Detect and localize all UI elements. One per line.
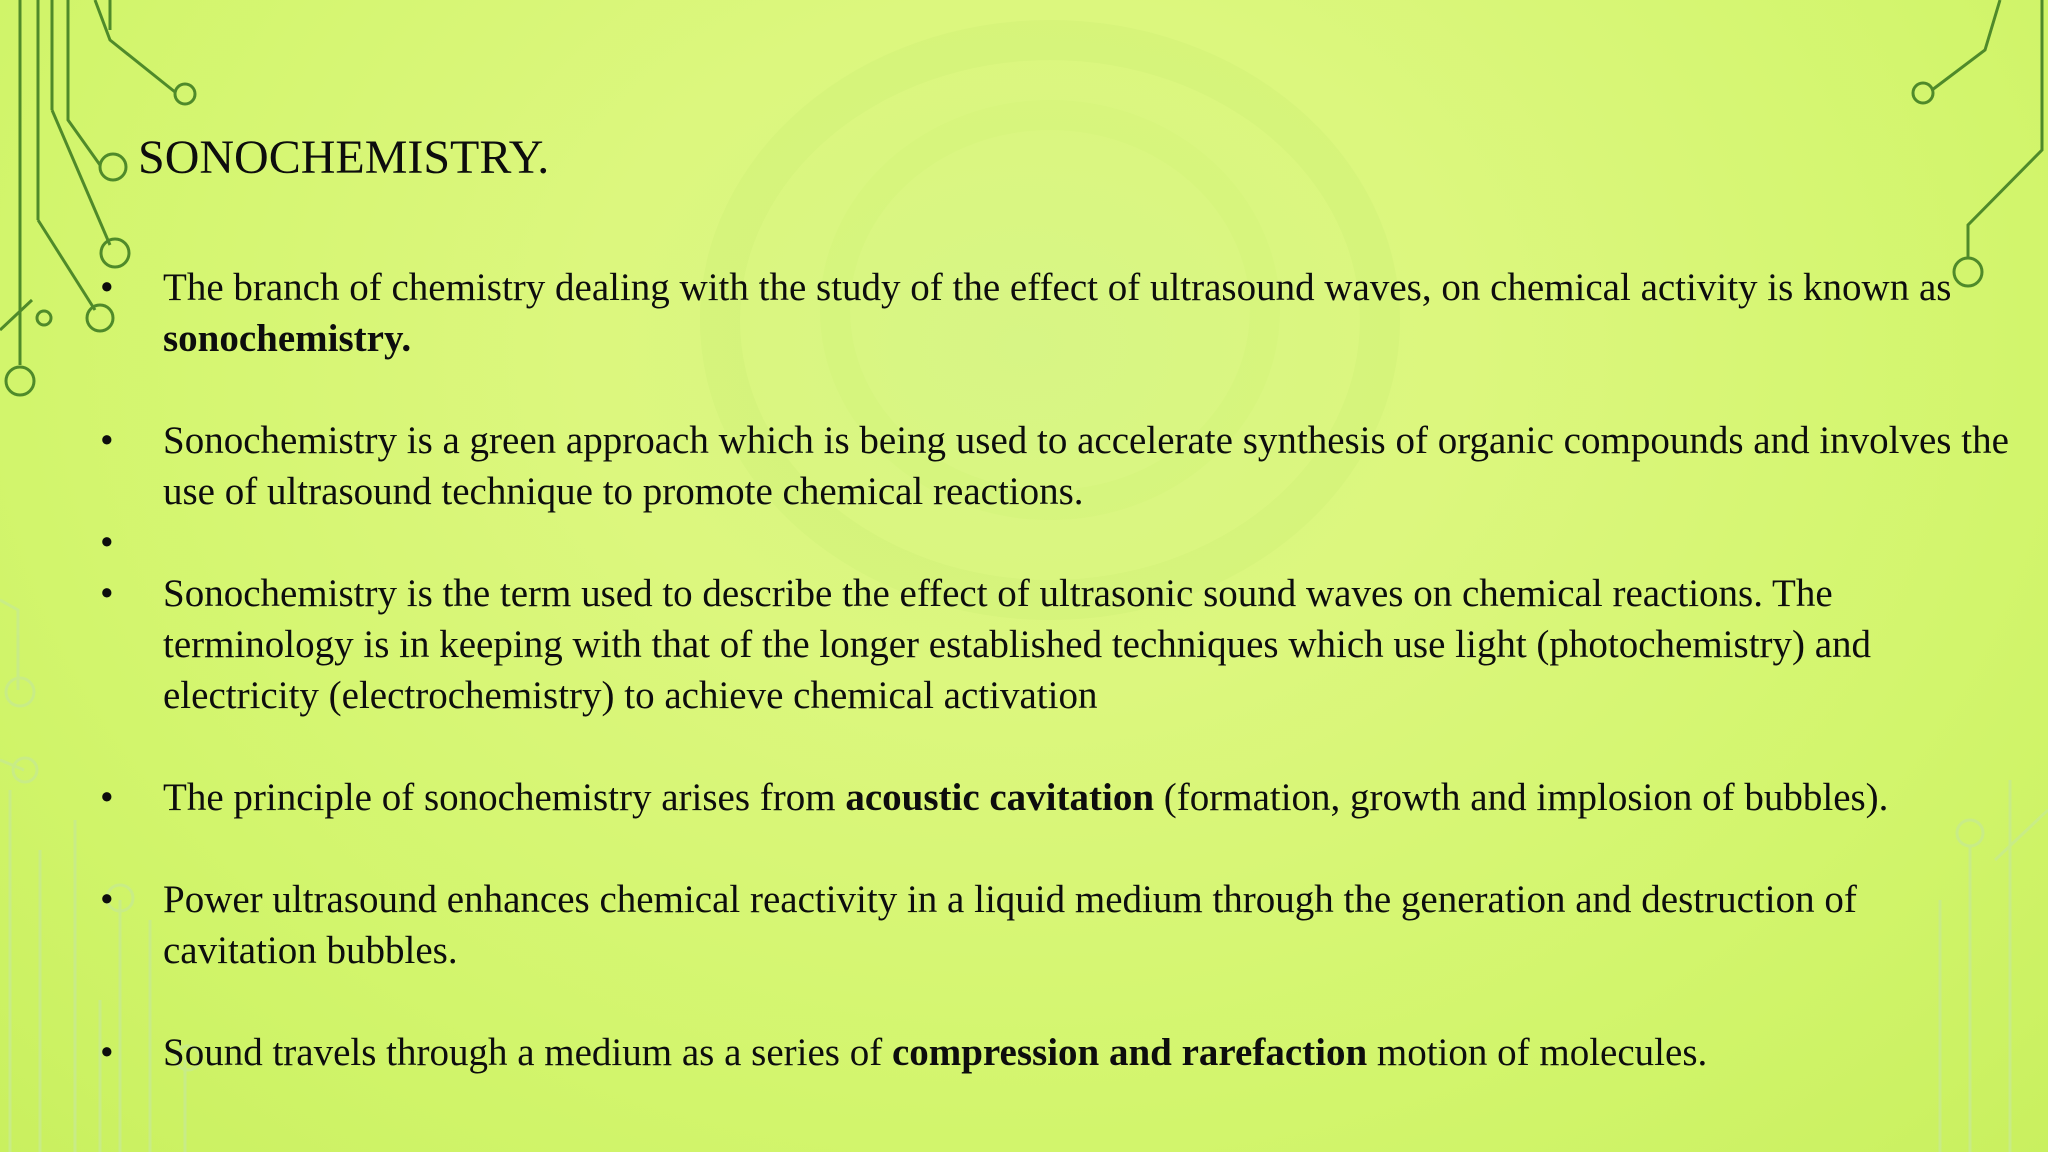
bullet-text-part: The branch of chemistry dealing with the study of the effect of ultrasound waves, on chemical activity is known as bbox=[163, 266, 1952, 309]
bullet-item-5 bbox=[100, 772, 2020, 823]
slide-title: SONOCHEMISTRY. bbox=[138, 131, 550, 184]
bullet-marker: • bbox=[100, 572, 114, 615]
bullet-text-bold: acoustic cavitation bbox=[845, 776, 1155, 819]
bullet-marker: • bbox=[100, 1031, 114, 1074]
bullet-text: Sonochemistry is the term used to describe the effect of ultrasonic sound waves on chemical reactions. The terminology is in keeping with that of the longer established techniques which use light (photochemistry) and electricity (electrochemistry) to achieve chemical activation bbox=[163, 572, 1872, 717]
bullet-marker: • bbox=[100, 776, 114, 819]
bullet-item-1 bbox=[100, 262, 2020, 364]
bullet-text-part: Sound travels through a medium as a series of bbox=[163, 1031, 892, 1074]
bullet-marker: • bbox=[100, 266, 114, 309]
bullet-marker: • bbox=[100, 419, 114, 462]
bullet-item-7 bbox=[100, 1027, 2020, 1078]
bullet-text-part: (formation, growth and implosion of bubbles). bbox=[1154, 776, 1889, 819]
bullet-item-6 bbox=[100, 874, 2020, 976]
spacer bbox=[100, 721, 2020, 772]
spacer bbox=[100, 976, 2020, 1027]
bullet-text-bold: sonochemistry. bbox=[163, 317, 412, 360]
bullet-item-2 bbox=[100, 415, 2020, 517]
bullet-text bbox=[163, 1027, 2020, 1078]
bullet-text: Power ultrasound enhances chemical reactivity in a liquid medium through the generation and destruction of cavitation bubbles. bbox=[163, 878, 1857, 972]
bullet-item-3-empty bbox=[100, 517, 2020, 568]
bullet-text: Sonochemistry is a green approach which is being used to accelerate synthesis of organic compounds and involves the use of ultrasound technique to promote chemical reactions. bbox=[163, 419, 2009, 513]
bullet-text bbox=[163, 262, 2020, 364]
bullet-item-4 bbox=[100, 568, 2020, 721]
bullet-text-bold: compression and rarefaction bbox=[891, 1031, 1368, 1074]
spacer bbox=[100, 364, 2020, 415]
bullet-list bbox=[100, 262, 2020, 1078]
bullet-text bbox=[163, 772, 2020, 823]
spacer bbox=[100, 823, 2020, 874]
bullet-text-part: The principle of sonochemistry arises from bbox=[163, 776, 846, 819]
circuit-top-right bbox=[1913, 0, 2042, 286]
bullet-marker: • bbox=[100, 521, 114, 564]
bullet-marker: • bbox=[100, 878, 114, 921]
bullet-text-part: motion of molecules. bbox=[1367, 1031, 1708, 1074]
